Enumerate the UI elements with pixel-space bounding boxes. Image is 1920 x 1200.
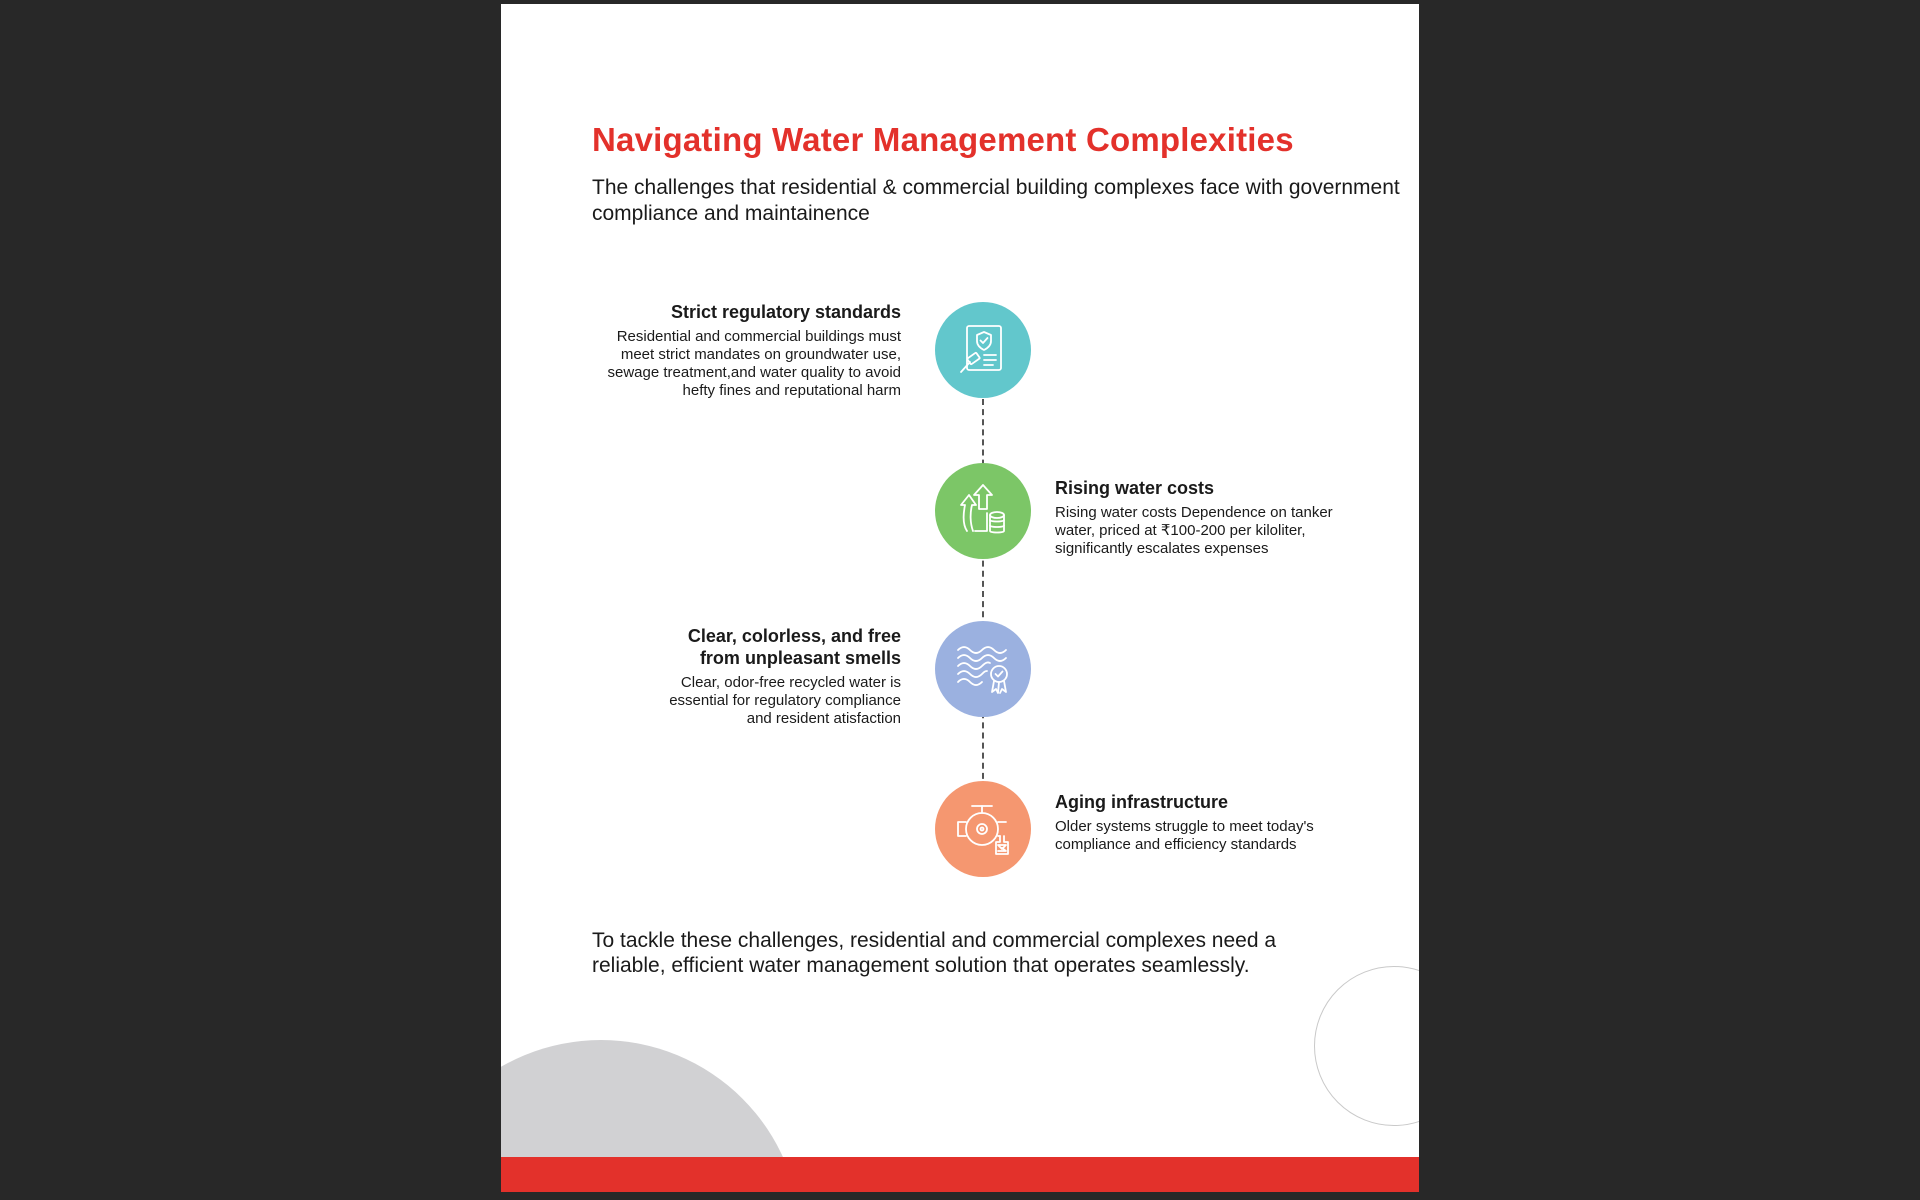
challenge-circle-regulatory <box>935 302 1031 398</box>
challenge-water-quality <box>591 625 901 728</box>
challenge-infrastructure <box>1055 791 1375 854</box>
challenge-description: Residential and commercial buildings must meet strict mandates on groundwater use, sewage treatment,and water quality to avoid hefty fines and reputational harm <box>607 328 901 399</box>
challenge-circle-water-quality <box>935 621 1031 717</box>
conclusion-text: To tackle these challenges, residential and commercial complexes need a reliable, efficient water management solution that operates seamlessly. <box>592 929 1277 977</box>
challenge-circle-infrastructure <box>935 781 1031 877</box>
challenge-description: Rising water costs Dependence on tanker water, priced at ₹100-200 per kiloliter, significantly escalates expenses <box>1055 504 1333 557</box>
compliance-document-icon <box>953 320 1013 380</box>
challenge-description: Older systems struggle to meet today's compliance and efficiency standards <box>1055 818 1314 853</box>
timeline-connector <box>982 399 984 789</box>
challenge-heading: Strict regulatory standards <box>670 302 901 322</box>
challenge-circle-costs <box>935 463 1031 559</box>
challenge-heading: Clear, colorless, and free from unpleasant smells <box>687 626 901 668</box>
page-subtitle: The challenges that residential & commercial building complexes face with government compliance and maintainence <box>592 176 1400 225</box>
water-quality-badge-icon <box>952 638 1014 700</box>
challenge-heading: Rising water costs <box>1055 478 1215 498</box>
rising-cost-coins-icon <box>953 481 1013 541</box>
challenge-regulatory <box>591 301 901 400</box>
pipe-valve-icon <box>952 798 1014 860</box>
page-title: Navigating Water Management Complexities <box>592 121 1294 158</box>
challenge-costs <box>1055 477 1375 558</box>
decorative-ring <box>1314 966 1419 1126</box>
footer-accent-bar <box>501 1157 1419 1192</box>
document-page <box>501 4 1419 1192</box>
challenge-description: Clear, odor-free recycled water is essential for regulatory compliance and resident atisfaction <box>669 674 901 727</box>
challenge-heading: Aging infrastructure <box>1055 792 1229 812</box>
